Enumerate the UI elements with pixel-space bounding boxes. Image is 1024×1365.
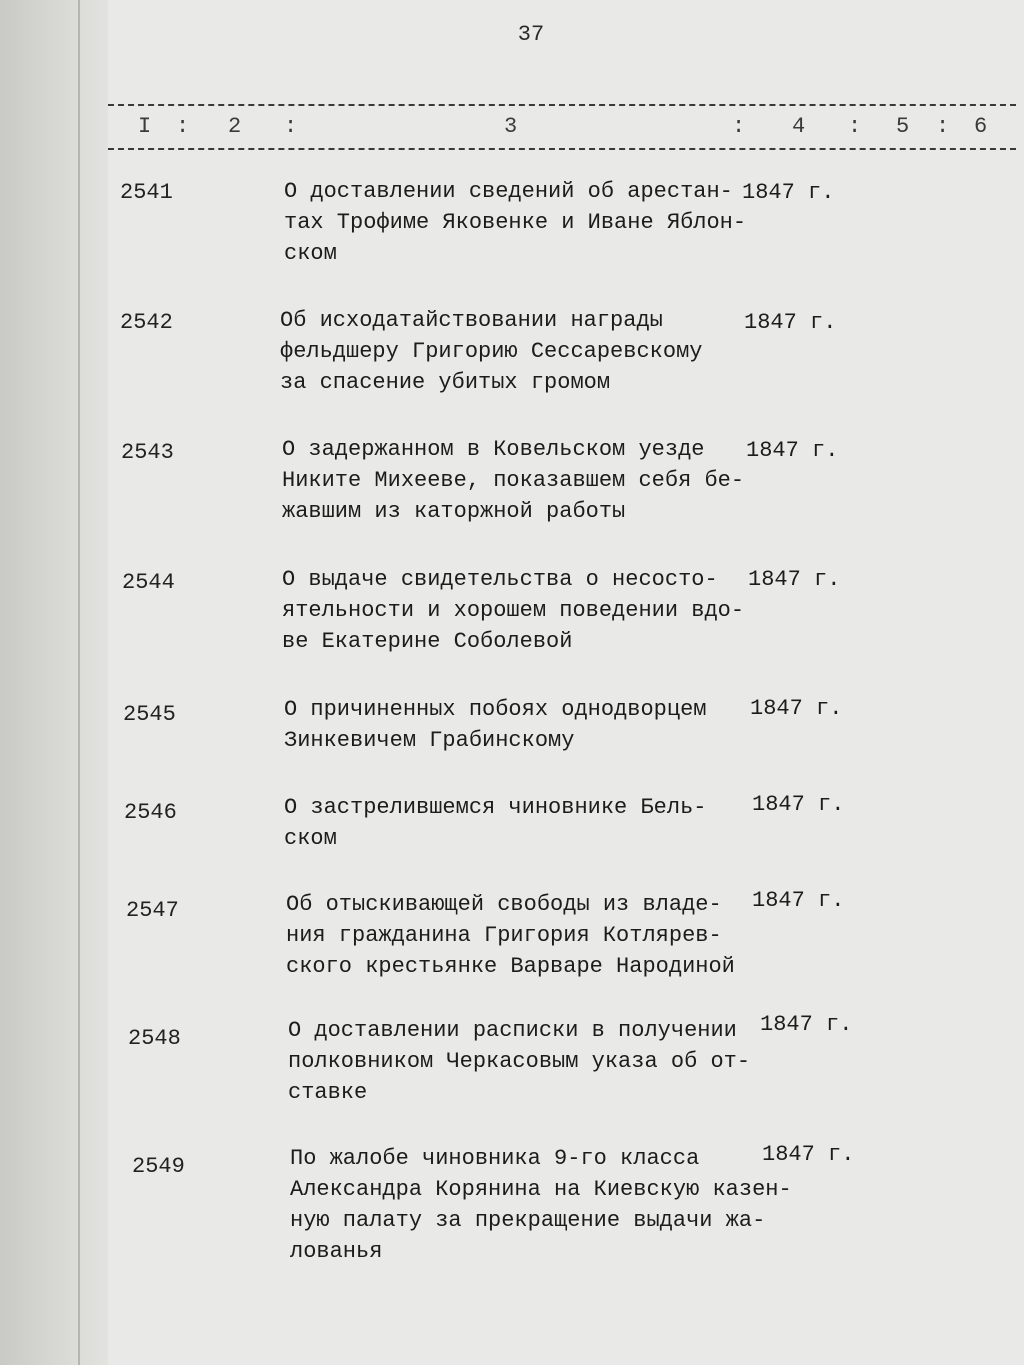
entry-description: По жалобе чиновника 9-го класса Александра Корянина на Киевскую казен- ную палату за прекращение выдачи жа- лованья [290, 1146, 792, 1264]
entry-number: 2545 [123, 702, 176, 727]
entry-year: 1847 г. [762, 1142, 855, 1167]
entry-year: 1847 г. [752, 792, 845, 817]
entry-description: О причиненных побоях однодворцем Зинкевичем Грабинскому [284, 697, 707, 753]
header-top-rule [108, 104, 1016, 106]
page-number: 37 [517, 22, 545, 47]
entry-number: 2542 [120, 310, 173, 335]
adjacent-page-shadow [0, 0, 108, 1365]
entry-year: 1847 г. [746, 438, 839, 463]
column-separator: : [732, 114, 746, 139]
header-bottom-rule [108, 148, 1016, 150]
entry-number: 2548 [128, 1026, 181, 1051]
entry-description: Об исходатайствовании награды фельдшеру Григорию Сессаревскому за спасение убитых громом [280, 308, 703, 395]
entry-number: 2549 [132, 1154, 185, 1179]
entry-year: 1847 г. [760, 1012, 853, 1037]
entry-year: 1847 г. [750, 696, 843, 721]
entry-description: О доставлении расписки в получении полковником Черкасовым указа об от- ставке [288, 1018, 751, 1105]
page-edge [78, 0, 80, 1365]
entry-number: 2547 [126, 898, 179, 923]
column-separator: : [936, 114, 950, 139]
column-separator: : [284, 114, 298, 139]
entry-number: 2546 [124, 800, 177, 825]
entry-number: 2541 [120, 180, 173, 205]
column-header-3: 3 [504, 114, 518, 139]
entry-number: 2544 [122, 570, 175, 595]
entry-year: 1847 г. [752, 888, 845, 913]
entry-description: О выдаче свидетельства о несосто- ятельности и хорошем поведении вдо- ве Екатерине Соболевой [282, 567, 745, 654]
entry-description: О застрелившемся чиновнике Бель- ском [284, 795, 707, 851]
entry-description: О задержанном в Ковельском уезде Никите Михееве, показавшем себя бе- жавшим из каторжной работы [282, 437, 745, 524]
column-header-4: 4 [792, 114, 806, 139]
entry-year: 1847 г. [744, 310, 837, 335]
column-header-5: 5 [896, 114, 910, 139]
column-header-1: I [138, 114, 152, 139]
entry-description: Об отыскивающей свободы из владе- ния гражданина Григория Котлярев- ского крестьянке Варваре Народиной [286, 892, 735, 979]
entry-year: 1847 г. [742, 180, 835, 205]
column-header-6: 6 [974, 114, 988, 139]
entry-year: 1847 г. [748, 567, 841, 592]
entry-description: О доставлении сведений об арестан- тах Трофиме Яковенке и Иване Яблон- ском [284, 179, 747, 266]
entry-number: 2543 [121, 440, 174, 465]
column-header-2: 2 [228, 114, 242, 139]
column-separator: : [176, 114, 190, 139]
column-separator: : [848, 114, 862, 139]
